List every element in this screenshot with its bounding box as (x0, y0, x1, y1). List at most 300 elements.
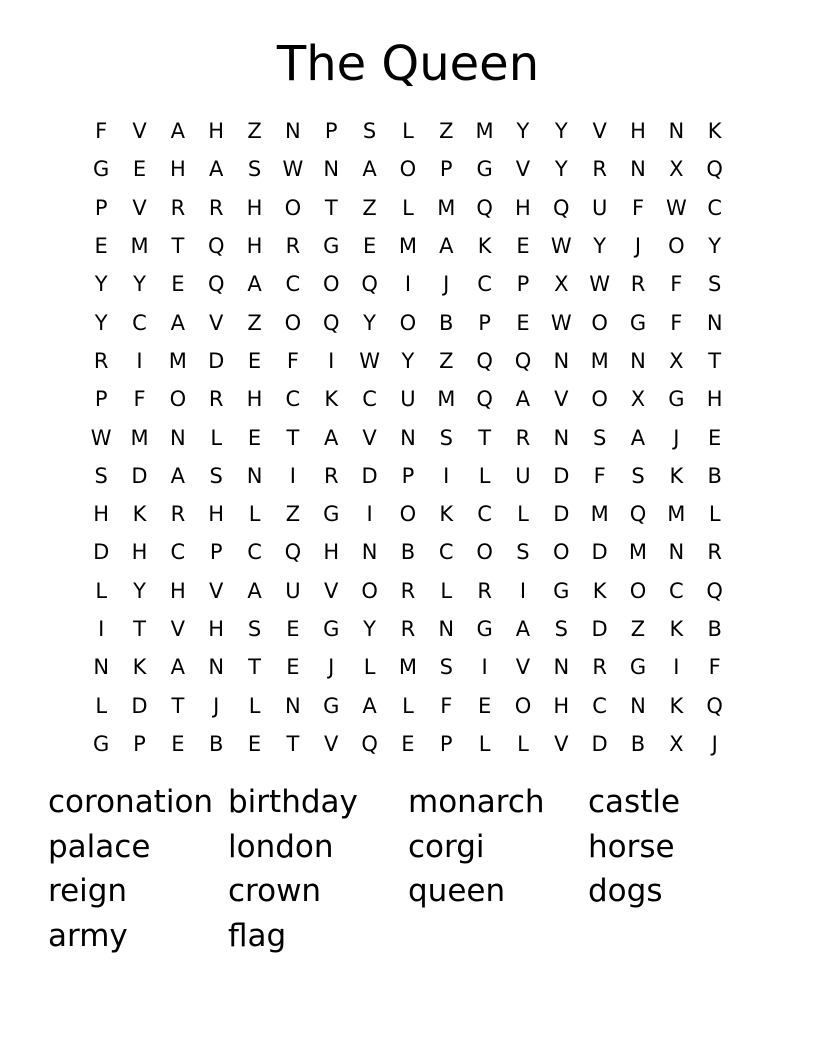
grid-letter: N (668, 119, 685, 144)
grid-letter: D (131, 463, 148, 488)
grid-letter: A (362, 693, 377, 718)
grid-letter: R (323, 463, 339, 488)
grid-letter: O (591, 387, 608, 412)
grid-letter: B (707, 463, 722, 488)
grid-letter: S (247, 617, 262, 641)
grid-letter: W (90, 425, 112, 450)
grid-letter: V (592, 119, 607, 144)
grid-letter: B (208, 731, 224, 756)
grid-letter: P (439, 157, 453, 182)
grid-letter: V (170, 617, 186, 641)
grid-letter: G (323, 502, 340, 527)
grid-letter: S (94, 463, 108, 488)
grid-letter: T (248, 655, 261, 680)
grid-letter: X (669, 157, 684, 182)
grid-letter: S (631, 463, 645, 488)
grid-letter: V (554, 731, 569, 756)
grid-letter: O (476, 540, 493, 565)
grid-letter: R (592, 655, 607, 680)
grid-letter: E (708, 425, 722, 450)
word-list-item: corgi (408, 828, 485, 865)
grid-letter: H (630, 119, 646, 144)
grid-letter: H (208, 617, 225, 641)
grid-letter: A (247, 578, 262, 603)
grid-letter: I (328, 348, 335, 373)
grid-letter: M (628, 540, 648, 565)
grid-letter: O (284, 310, 302, 335)
grid-letter: K (592, 578, 607, 603)
grid-letter: H (169, 157, 186, 182)
grid-letter: R (477, 578, 492, 603)
grid-letter: L (402, 195, 414, 220)
grid-row (82, 533, 734, 571)
grid-letter: H (553, 693, 570, 718)
grid-letter: L (517, 502, 529, 527)
grid-letter: Q (706, 578, 723, 603)
grid-letter: L (363, 655, 376, 680)
grid-letter: E (286, 655, 300, 680)
grid-letter: A (515, 387, 531, 412)
grid-letter: H (208, 502, 225, 527)
grid-letter: R (208, 387, 224, 412)
grid-letter: O (399, 157, 417, 182)
grid-letter: N (93, 655, 110, 680)
grid-letter: M (667, 502, 686, 527)
grid-letter: P (478, 310, 491, 335)
grid-letter: C (247, 540, 262, 565)
grid-letter: F (95, 119, 108, 144)
grid-letter: R (515, 425, 531, 450)
grid-letter: K (707, 119, 722, 144)
grid-letter: C (285, 272, 301, 297)
grid-row (82, 418, 734, 456)
grid-letter: F (593, 463, 606, 488)
grid-letter: Y (133, 272, 146, 297)
word-list-item: reign (48, 873, 128, 910)
grid-letter: T (286, 731, 300, 756)
grid-letter: O (591, 310, 608, 335)
grid-letter: C (668, 578, 684, 603)
grid-letter: H (706, 387, 723, 412)
grid-letter: Z (630, 617, 646, 641)
word-list-item: crown (228, 873, 322, 910)
grid-letter: Q (706, 693, 723, 718)
grid-letter: O (169, 387, 187, 412)
grid-letter: E (286, 617, 300, 641)
grid-letter: P (439, 731, 453, 756)
grid-letter: Y (708, 234, 722, 259)
grid-letter: J (328, 655, 335, 680)
word-list-item: horse (588, 828, 675, 865)
grid-letter: K (669, 463, 684, 488)
grid-letter: W (589, 272, 611, 297)
grid-letter: Z (362, 195, 377, 220)
grid-letter: J (634, 234, 642, 259)
grid-letter: R (400, 617, 416, 641)
grid-letter: W (359, 348, 380, 373)
grid-letter: E (401, 731, 415, 756)
grid-letter: Y (516, 119, 530, 144)
grid-letter: F (133, 387, 146, 412)
grid-letter: G (93, 731, 110, 756)
grid-letter: H (515, 195, 531, 220)
grid-letter: Y (401, 348, 415, 373)
grid-letter: Q (476, 348, 493, 373)
grid-letter: Z (247, 119, 262, 144)
grid-letter: Z (285, 502, 301, 527)
grid-letter: E (516, 310, 530, 335)
grid-letter: Q (322, 310, 340, 335)
grid-letter: H (208, 119, 225, 144)
grid-letter: I (519, 578, 527, 603)
grid-letter: T (171, 693, 185, 718)
grid-letter: Y (94, 310, 108, 335)
grid-letter: N (246, 463, 263, 488)
grid-letter: P (94, 195, 108, 220)
grid-letter: R (400, 578, 416, 603)
grid-letter: U (591, 195, 608, 220)
grid-letter: K (132, 502, 147, 527)
grid-letter: R (592, 157, 607, 182)
grid-letter: A (439, 234, 454, 259)
grid-letter: D (591, 731, 608, 756)
grid-letter: R (630, 272, 646, 297)
grid-letter: N (361, 540, 378, 565)
grid-letter: X (554, 272, 569, 297)
grid-letter: S (247, 157, 262, 182)
grid-letter: Z (439, 119, 454, 144)
grid-letter: S (439, 425, 453, 450)
grid-letter: D (553, 463, 570, 488)
grid-letter: Q (207, 272, 225, 297)
word-list-item: flag (228, 918, 287, 955)
grid-letter: T (286, 425, 300, 450)
grid-letter: J (443, 272, 450, 297)
grid-letter: E (247, 731, 262, 756)
grid-letter: Q (361, 731, 378, 756)
grid-letter: L (708, 502, 721, 527)
grid-letter: Q (361, 272, 378, 297)
grid-letter: C (707, 195, 722, 220)
grid-letter: A (362, 157, 377, 182)
grid-letter: J (673, 425, 680, 450)
grid-letter: Q (476, 195, 493, 220)
grid-row (82, 265, 734, 303)
grid-letter: N (553, 425, 570, 450)
grid-letter: D (591, 540, 608, 565)
grid-letter: S (362, 119, 377, 144)
grid-letter: E (171, 731, 185, 756)
grid-letter: H (246, 195, 263, 220)
grid-letter: B (707, 617, 722, 641)
grid-letter: S (516, 540, 530, 565)
word-list-item: london (228, 828, 334, 865)
grid-letter: Z (439, 348, 454, 373)
grid-letter: L (517, 731, 529, 756)
grid-letter: H (93, 502, 110, 527)
grid-letter: I (98, 617, 105, 641)
grid-letter: P (209, 540, 223, 565)
grid-letter: W (282, 157, 304, 182)
grid-letter: V (324, 731, 339, 756)
grid-letter: L (402, 693, 414, 718)
grid-letter: H (323, 540, 340, 565)
word-list-item: castle (588, 784, 681, 820)
grid-letter: G (476, 617, 493, 641)
grid-letter: C (170, 540, 186, 565)
grid-letter: A (170, 310, 186, 335)
grid-letter: H (131, 540, 148, 565)
grid-letter: D (131, 693, 148, 718)
grid-letter: P (133, 731, 146, 756)
grid-letter: N (630, 348, 646, 373)
grid-letter: I (289, 463, 296, 488)
word-list-item: army (48, 918, 128, 955)
grid-letter: W (550, 310, 572, 335)
grid-letter: P (516, 272, 530, 297)
grid-letter: N (630, 693, 646, 718)
grid-letter: A (247, 272, 262, 297)
grid-letter: N (553, 348, 570, 373)
grid-letter: U (285, 578, 301, 603)
grid-letter: E (247, 348, 262, 373)
grid-row (82, 495, 734, 533)
grid-letter: U (515, 463, 531, 488)
grid-letter: A (209, 157, 224, 182)
grid-letter: A (324, 425, 339, 450)
grid-letter: O (322, 272, 340, 297)
grid-letter: Y (593, 234, 607, 259)
grid-letter: E (516, 234, 530, 259)
grid-letter: L (478, 731, 491, 756)
grid-letter: M (475, 119, 494, 144)
grid-letter: F (440, 693, 453, 718)
grid-letter: E (132, 157, 147, 182)
grid-letter: V (132, 195, 147, 220)
grid-letter: D (361, 463, 378, 488)
word-list-item: monarch (408, 784, 545, 820)
grid-letter: C (132, 310, 147, 335)
grid-letter: I (673, 655, 680, 680)
grid-letter: K (439, 502, 454, 527)
grid-letter: Y (94, 272, 108, 297)
grid-letter: O (399, 502, 417, 527)
grid-letter: Y (554, 119, 568, 144)
grid-letter: M (437, 387, 456, 412)
grid-letter: N (285, 119, 301, 144)
grid-letter: B (630, 731, 646, 756)
grid-letter: H (246, 387, 263, 412)
grid-letter: S (708, 272, 722, 297)
grid-letter: X (630, 387, 646, 412)
grid-letter: A (170, 119, 186, 144)
grid-letter: W (550, 234, 572, 259)
page-title: The Queen (276, 36, 540, 92)
grid-letter: F (631, 195, 645, 220)
grid-letter: G (476, 157, 493, 182)
grid-letter: I (404, 272, 412, 297)
grid-row (82, 112, 734, 150)
word-list-item: palace (48, 828, 151, 865)
grid-letter: L (248, 693, 261, 718)
grid-letter: N (438, 617, 455, 641)
grid-letter: N (285, 693, 301, 718)
grid-row (82, 457, 734, 495)
grid-letter: Q (706, 157, 723, 182)
grid-letter: B (400, 540, 416, 565)
grid-letter: L (478, 463, 491, 488)
grid-letter: F (286, 348, 299, 373)
grid-letter: Q (514, 348, 532, 373)
grid-letter: O (629, 578, 647, 603)
grid-letter: I (366, 502, 373, 527)
grid-letter: A (630, 425, 646, 450)
grid-letter: H (246, 234, 263, 259)
grid-letter: L (402, 119, 414, 144)
grid-letter: D (93, 540, 110, 565)
grid-letter: L (440, 578, 453, 603)
grid-letter: O (361, 578, 378, 603)
grid-row (82, 303, 734, 341)
grid-letter: O (284, 195, 302, 220)
word-search-grid (82, 112, 734, 763)
grid-letter: G (323, 693, 340, 718)
grid-letter: D (553, 502, 570, 527)
grid-letter: P (94, 387, 108, 412)
grid-letter: E (362, 234, 377, 259)
grid-letter: E (94, 234, 108, 259)
grid-letter: J (711, 731, 718, 756)
grid-letter: V (515, 655, 531, 680)
grid-letter: X (669, 731, 684, 756)
grid-letter: T (171, 234, 185, 259)
grid-row (82, 686, 734, 724)
grid-letter: Q (284, 540, 302, 565)
grid-letter: M (130, 425, 149, 450)
grid-letter: G (93, 157, 110, 182)
grid-letter: O (399, 310, 417, 335)
grid-letter: I (443, 463, 450, 488)
word-list-item: birthday (228, 784, 358, 820)
grid-letter: G (629, 655, 647, 680)
grid-letter: Q (629, 502, 647, 527)
grid-letter: Y (363, 617, 376, 641)
grid-letter: O (668, 234, 685, 259)
grid-letter: N (553, 655, 570, 680)
grid-letter: B (439, 310, 454, 335)
grid-letter: K (669, 617, 684, 641)
grid-row (82, 150, 734, 188)
word-list (48, 780, 768, 959)
grid-letter: C (477, 272, 492, 297)
grid-letter: R (93, 348, 109, 373)
grid-letter: X (669, 348, 684, 373)
grid-row (82, 572, 734, 610)
grid-letter: C (592, 693, 607, 718)
grid-letter: M (168, 348, 187, 373)
grid-row (82, 189, 734, 227)
grid-letter: V (209, 310, 224, 335)
grid-letter: C (362, 387, 377, 412)
grid-letter: N (400, 425, 416, 450)
grid-letter: Q (207, 234, 225, 259)
grid-letter: G (553, 578, 570, 603)
grid-letter: U (400, 387, 416, 412)
grid-letter: N (170, 425, 186, 450)
grid-letter: L (248, 502, 261, 527)
grid-letter: W (665, 195, 687, 220)
grid-letter: M (590, 348, 609, 373)
grid-letter: K (132, 655, 147, 680)
grid-letter: A (170, 655, 186, 680)
grid-letter: F (670, 310, 683, 335)
grid-letter: V (554, 387, 569, 412)
grid-letter: S (439, 655, 453, 680)
grid-row (82, 648, 734, 686)
grid-letter: S (554, 617, 568, 641)
grid-letter: N (706, 310, 723, 335)
grid-letter: C (285, 387, 301, 412)
grid-letter: L (95, 693, 108, 718)
word-list-item: coronation (48, 784, 214, 820)
grid-letter: Y (363, 310, 376, 335)
grid-letter: V (209, 578, 224, 603)
grid-letter: V (515, 157, 531, 182)
grid-letter: M (437, 195, 456, 220)
grid-letter: N (323, 157, 340, 182)
grid-row (82, 227, 734, 265)
grid-letter: Y (133, 578, 146, 603)
grid-letter: T (324, 195, 338, 220)
grid-letter: H (169, 578, 186, 603)
grid-letter: G (323, 617, 340, 641)
grid-letter: V (132, 119, 147, 144)
grid-row (82, 725, 734, 763)
grid-letter: D (591, 617, 608, 641)
grid-letter: R (707, 540, 722, 565)
word-list-item: queen (408, 873, 506, 910)
grid-letter: K (477, 234, 492, 259)
grid-letter: D (208, 348, 225, 373)
grid-letter: V (324, 578, 339, 603)
grid-letter: Y (554, 157, 568, 182)
grid-letter: R (170, 502, 186, 527)
word-list-item: dogs (588, 873, 663, 910)
grid-letter: N (630, 157, 646, 182)
grid-letter: Q (553, 195, 570, 220)
grid-letter: M (590, 502, 609, 527)
grid-letter: R (285, 234, 301, 259)
grid-letter: N (208, 655, 225, 680)
grid-letter: L (95, 578, 108, 603)
grid-letter: G (668, 387, 685, 412)
grid-letter: E (171, 272, 185, 297)
grid-letter: E (477, 693, 492, 718)
grid-letter: O (514, 693, 532, 718)
grid-letter: K (669, 693, 684, 718)
grid-letter: P (401, 463, 415, 488)
grid-row (82, 342, 734, 380)
grid-letter: F (670, 272, 683, 297)
grid-letter: A (515, 617, 531, 641)
grid-letter: I (481, 655, 488, 680)
grid-letter: P (324, 119, 338, 144)
grid-letter: R (208, 195, 224, 220)
grid-letter: I (136, 348, 143, 373)
grid-letter: C (477, 502, 492, 527)
grid-letter: T (708, 348, 722, 373)
grid-letter: K (324, 387, 339, 412)
